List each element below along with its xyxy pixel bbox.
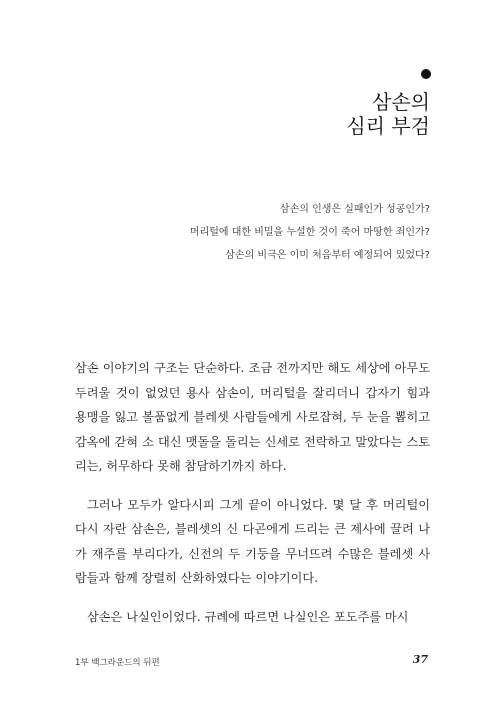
question-item: 머리털에 대한 비밀을 누설한 것이 죽어 마땅한 죄인가? — [189, 227, 430, 238]
chapter-questions — [190, 203, 430, 272]
chapter-title-line-2: 심리 부검 — [346, 114, 430, 138]
paragraph: 그러나 모두가 알다시피 그게 끝이 아니었다. 몇 달 후 머리털이 다시 자란 삼손은, 블레셋의 신 다곤에게 드리는 큰 제사에 끌려 나가 재주를 부리다가, 신전의 두 기둥을 무너뜨려 수많은 블레셋 사람들과 함께 장렬히 산화하였다는 이야기이다. — [75, 497, 430, 585]
question-item: 삼손의 비극은 이미 처음부터 예정되어 있었다? — [225, 250, 430, 261]
running-footer-section: 1부 백그라운드의 뒤편 — [75, 658, 160, 668]
chapter-title-line-1: 삼손의 — [372, 90, 430, 114]
page-number: 37 — [412, 653, 428, 666]
chapter-marker-dot — [421, 69, 431, 79]
chapter-title — [346, 90, 430, 138]
paragraph: 삼손 이야기의 구조는 단순하다. 조금 전까지만 해도 세상에 아무도 두려울 것이 없었던 용사 삼손이, 머리털을 잘리더니 갑자기 힘과 용맹을 잃고 볼품없게 블레셋 사람들에게 사로잡혀, 두 눈을 뽑히고 감옥에 갇혀 소 대신 맷돌을 돌리는 신세로 전락하고 말았다는 스토리는, 허무하다 못해 참담하기까지 하다. — [75, 361, 430, 473]
body-text — [75, 356, 430, 643]
question-item: 삼손의 인생은 실패인가 성공인가? — [279, 204, 430, 215]
paragraph: 삼손은 나실인이었다. 규례에 따르면 나실인은 포도주를 마시 — [87, 609, 409, 624]
